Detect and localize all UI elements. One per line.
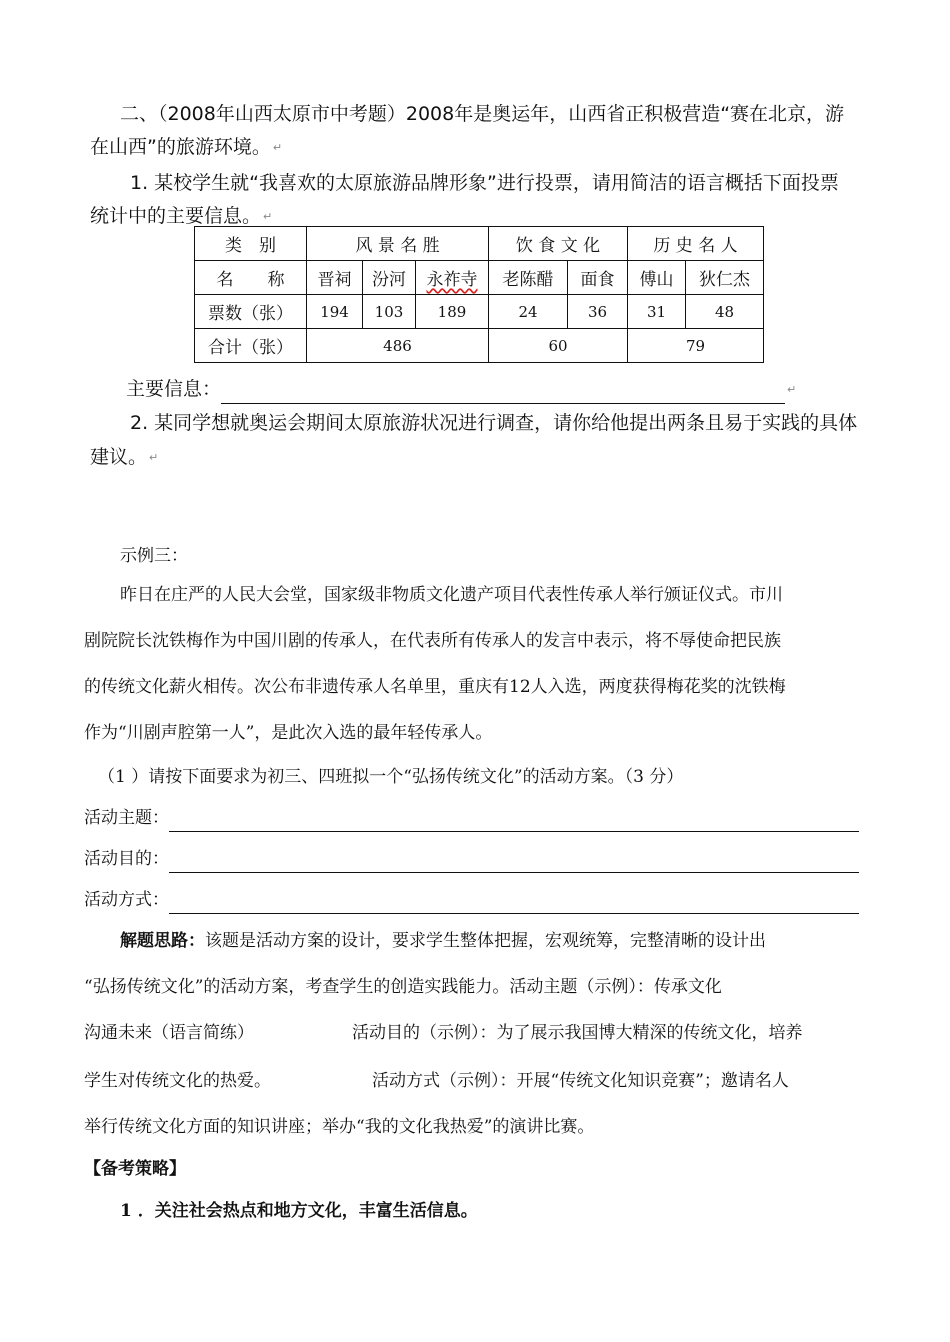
main-info-row: 主要信息： ↵ xyxy=(126,374,796,404)
table-row-category xyxy=(195,227,764,261)
name-cell: 老陈醋 xyxy=(489,261,568,295)
name-cell: 晋祠 xyxy=(307,261,363,295)
solution-line-4b: 活动方式（示例）：开展“传统文化知识竞赛”；邀请名人 xyxy=(372,1071,789,1091)
q2-sub2-line-1: 2. 某同学想就奥运会期间太原旅游状况进行调查，请你给他提出两条且易于实践的具体 xyxy=(130,412,858,434)
activity-theme-row: 活动主题： xyxy=(84,803,859,832)
q2-sub1-line-1: 1. 某校学生就“我喜欢的太原旅游品牌形象”进行投票，请用简洁的语言概括下面投票 xyxy=(130,172,839,194)
q2-sub1-line-2: 统计中的主要信息。 ↵ xyxy=(90,205,273,227)
vote-cell: 103 xyxy=(363,295,416,329)
vote-cell: 48 xyxy=(686,295,764,329)
activity-method-line[interactable] xyxy=(169,893,859,914)
strategy-item-1: 1 ．关注社会热点和地方文化，丰富生活信息。 xyxy=(120,1201,478,1221)
q2-sub2-line-2: 建议。 ↵ xyxy=(90,446,159,468)
votes-header-cell: 票数（张） xyxy=(195,295,307,329)
table-row-total xyxy=(195,329,764,363)
activity-purpose-row: 活动目的： xyxy=(84,844,859,873)
vote-statistics-table xyxy=(194,226,764,363)
activity-purpose-line[interactable] xyxy=(169,852,859,873)
example3-para-line-3: 的传统文化薪火相传。次公布非遗传承人名单里，重庆有12人入选，两度获得梅花奖的沈铁梅 xyxy=(84,677,786,697)
activity-method-row: 活动方式： xyxy=(84,885,859,914)
solution-line-3a: 沟通未来（语言简练） xyxy=(84,1023,254,1043)
solution-line-5: 举行传统文化方面的知识讲座；举办“我的文化我热爱”的演讲比赛。 xyxy=(84,1117,595,1137)
category-scenery: 风 景 名 胜 xyxy=(307,227,489,261)
solution-line-4a: 学生对传统文化的热爱。 xyxy=(84,1071,271,1091)
category-history: 历 史 名 人 xyxy=(628,227,764,261)
example3-para-line-1: 昨日在庄严的人民大会堂，国家级非物质文化遗产项目代表性传承人举行颁证仪式。市川 xyxy=(120,585,783,605)
vote-cell: 189 xyxy=(416,295,489,329)
name-cell: 汾河 xyxy=(363,261,416,295)
name-cell: 永祚寺 xyxy=(416,261,489,295)
vote-cell: 24 xyxy=(489,295,568,329)
q2-intro-line-1: 二、（2008年山西太原市中考题）2008年是奥运年，山西省正积极营造“赛在北京，游 xyxy=(120,103,845,125)
solution-line-1: 解题思路：该题是活动方案的设计，要求学生整体把握，宏观统筹，完整清晰的设计出 xyxy=(120,931,766,951)
vote-cell: 194 xyxy=(307,295,363,329)
vote-cell: 36 xyxy=(568,295,628,329)
example3-para-line-2: 剧院院长沈铁梅作为中国川剧的传承人，在代表所有传承人的发言中表示，将不辱使命把民族 xyxy=(84,631,781,651)
solution-line-2: “弘扬传统文化”的活动方案，考查学生的创造实践能力。活动主题（示例）：传承文化 xyxy=(84,977,722,997)
example3-task: （1 ）请按下面要求为初三、四班拟一个“弘扬传统文化”的活动方案。（3 分） xyxy=(98,767,684,787)
total-cell: 486 xyxy=(307,329,489,363)
name-header-cell: 名 称 xyxy=(195,261,307,295)
example3-heading: 示例三： xyxy=(120,546,188,566)
total-cell: 60 xyxy=(489,329,628,363)
vote-cell: 31 xyxy=(628,295,686,329)
q2-intro-line-2: 在山西”的旅游环境。 ↵ xyxy=(90,136,283,158)
example3-para-line-4: 作为“川剧声腔第一人”，是此次入选的最年轻传承人。 xyxy=(84,723,493,743)
name-cell: 傅山 xyxy=(628,261,686,295)
category-header-cell: 类 别 xyxy=(195,227,307,261)
total-header-cell: 合计（张） xyxy=(195,329,307,363)
strategy-heading: 【备考策略】 xyxy=(84,1159,186,1179)
category-food: 饮 食 文 化 xyxy=(489,227,628,261)
main-info-answer-line[interactable] xyxy=(221,381,785,404)
table-row-votes xyxy=(195,295,764,329)
table-row-name xyxy=(195,261,764,295)
name-cell: 狄仁杰 xyxy=(686,261,764,295)
name-cell: 面食 xyxy=(568,261,628,295)
activity-theme-line[interactable] xyxy=(169,811,859,832)
total-cell: 79 xyxy=(628,329,764,363)
solution-line-3b: 活动目的（示例）：为了展示我国博大精深的传统文化，培养 xyxy=(352,1023,803,1043)
solution-label: 解题思路： xyxy=(120,931,205,951)
